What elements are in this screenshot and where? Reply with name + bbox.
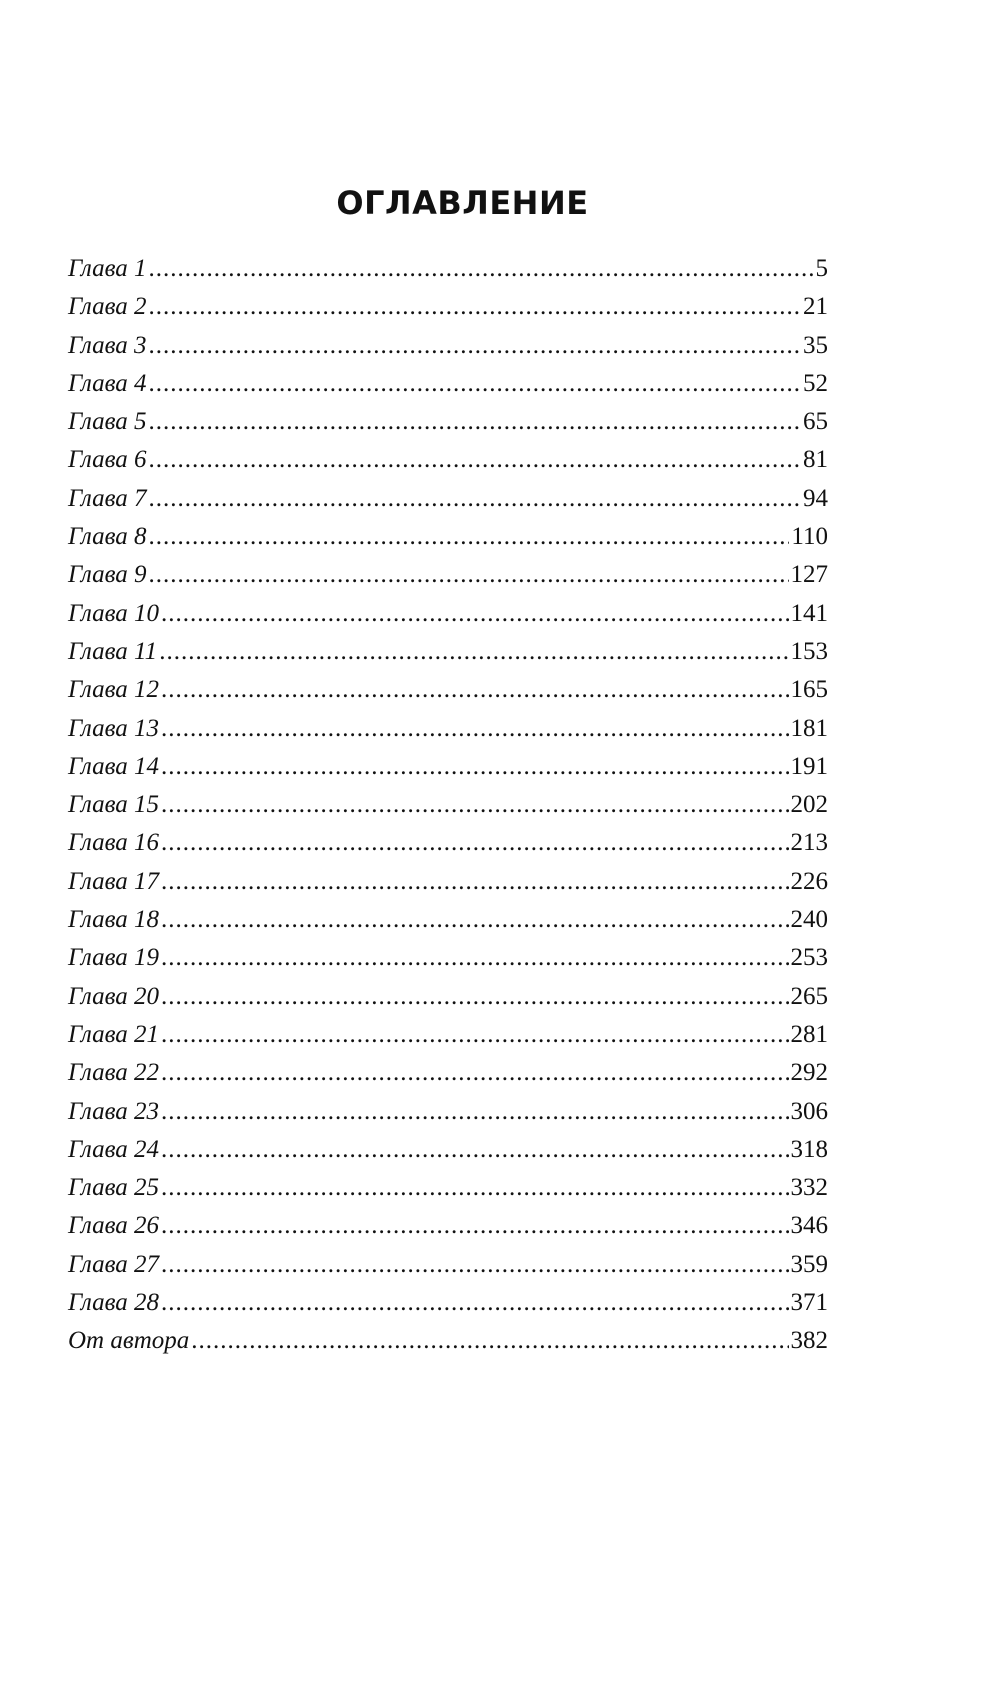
toc-entry-page-number: 191 bbox=[790, 752, 828, 780]
toc-entry-label: Глава 10 bbox=[68, 599, 160, 627]
dot-leader bbox=[161, 753, 788, 781]
toc-entry-label: Глава 7 bbox=[68, 484, 147, 512]
toc-entry bbox=[68, 753, 828, 791]
toc-entry-label: Глава 1 bbox=[68, 255, 147, 282]
toc-entry-label: Глава 3 bbox=[68, 331, 147, 359]
dot-leader bbox=[149, 255, 814, 283]
dot-leader bbox=[161, 676, 788, 704]
toc-entry bbox=[68, 676, 828, 714]
toc-entry-label: Глава 13 bbox=[68, 714, 160, 742]
toc-entry-page-number: 359 bbox=[790, 1250, 828, 1278]
toc-entry-page-number: 165 bbox=[790, 676, 828, 704]
dot-leader bbox=[149, 293, 801, 321]
toc-entry-label: Глава 22 bbox=[68, 1059, 160, 1087]
dot-leader bbox=[161, 1174, 788, 1202]
toc-entry bbox=[68, 1021, 828, 1059]
toc-entry-label: Глава 18 bbox=[68, 906, 160, 934]
toc-entry-page-number: 382 bbox=[790, 1327, 828, 1355]
dot-leader bbox=[161, 906, 788, 934]
toc-entry-page-number: 35 bbox=[803, 331, 828, 359]
dot-leader bbox=[149, 523, 790, 551]
toc-entry bbox=[68, 293, 828, 331]
dot-leader bbox=[161, 1289, 788, 1317]
dot-leader bbox=[149, 561, 789, 589]
dot-leader bbox=[161, 600, 788, 628]
toc-entry bbox=[68, 1136, 828, 1174]
toc-entry-page-number: 110 bbox=[791, 523, 828, 551]
dot-leader bbox=[161, 1136, 788, 1164]
toc-entry bbox=[68, 983, 828, 1021]
toc-entry-label: Глава 23 bbox=[68, 1097, 160, 1125]
toc-entry-label: Глава 5 bbox=[68, 408, 147, 436]
toc-entry bbox=[68, 791, 828, 829]
toc-entry bbox=[68, 561, 828, 599]
toc-entry-page-number: 181 bbox=[790, 714, 828, 742]
toc-entry-page-number: 292 bbox=[790, 1059, 828, 1087]
dot-leader bbox=[159, 638, 788, 666]
dot-leader bbox=[161, 1021, 788, 1049]
dot-leader bbox=[161, 983, 788, 1011]
toc-entry-page-number: 226 bbox=[790, 867, 828, 895]
toc-entry-page-number: 141 bbox=[790, 599, 828, 627]
dot-leader bbox=[149, 332, 801, 360]
toc-entry bbox=[68, 715, 828, 753]
toc-entry-label: Глава 9 bbox=[68, 561, 147, 589]
toc-entry-label: Глава 27 bbox=[68, 1250, 160, 1278]
dot-leader bbox=[161, 1098, 788, 1126]
toc-entry-page-number: 265 bbox=[790, 982, 828, 1010]
dot-leader bbox=[161, 868, 788, 896]
page-title: ОГЛАВЛЕНИЕ bbox=[336, 184, 589, 222]
toc-entry-label: Глава 6 bbox=[68, 446, 147, 474]
dot-leader bbox=[161, 791, 788, 819]
dot-leader bbox=[149, 446, 801, 474]
toc-entry bbox=[68, 1289, 828, 1327]
toc-entry-label: Глава 19 bbox=[68, 944, 160, 972]
dot-leader bbox=[191, 1327, 788, 1355]
toc-entry-label: Глава 24 bbox=[68, 1135, 160, 1163]
toc-entry bbox=[68, 446, 828, 484]
toc-entry-label: Глава 2 bbox=[68, 293, 147, 321]
toc-entry bbox=[68, 485, 828, 523]
toc-entry bbox=[68, 1251, 828, 1289]
toc-entry-label: Глава 20 bbox=[68, 982, 160, 1010]
toc-entry-page-number: 5 bbox=[815, 255, 828, 282]
toc-entry bbox=[68, 370, 828, 408]
toc-entry-page-number: 127 bbox=[790, 561, 828, 589]
toc-entry-label: Глава 26 bbox=[68, 1212, 160, 1240]
dot-leader bbox=[161, 1059, 788, 1087]
toc-entry bbox=[68, 1174, 828, 1212]
toc-entry bbox=[68, 523, 828, 561]
toc-entry-label: Глава 12 bbox=[68, 676, 160, 704]
toc-entry-label: Глава 25 bbox=[68, 1174, 160, 1202]
toc-entry-label: Глава 8 bbox=[68, 523, 147, 551]
toc-entry bbox=[68, 944, 828, 982]
toc-entry-label: Глава 4 bbox=[68, 369, 147, 397]
toc-entry-page-number: 371 bbox=[790, 1289, 828, 1317]
toc-entry bbox=[68, 906, 828, 944]
toc-entry-label: Глава 21 bbox=[68, 1020, 160, 1048]
toc-entry-label: Глава 16 bbox=[68, 829, 160, 857]
toc-entry-label: Глава 15 bbox=[68, 791, 160, 819]
dot-leader bbox=[149, 408, 801, 436]
dot-leader bbox=[149, 485, 801, 513]
toc-entry-label: От автора bbox=[68, 1327, 190, 1355]
toc-entry bbox=[68, 1059, 828, 1097]
toc-entry bbox=[68, 638, 828, 676]
toc-entry-page-number: 81 bbox=[803, 446, 828, 474]
toc-entry-page-number: 21 bbox=[803, 293, 828, 321]
toc-entry-page-number: 346 bbox=[790, 1212, 828, 1240]
toc-entry-label: Глава 11 bbox=[68, 637, 158, 665]
dot-leader bbox=[149, 370, 801, 398]
toc-entry-label: Глава 14 bbox=[68, 752, 160, 780]
toc-entry bbox=[68, 332, 828, 370]
toc-entry-page-number: 153 bbox=[790, 637, 828, 665]
toc-entry-page-number: 306 bbox=[790, 1097, 828, 1125]
toc-entry-page-number: 240 bbox=[790, 906, 828, 934]
toc-entry-page-number: 94 bbox=[803, 484, 828, 512]
dot-leader bbox=[161, 715, 788, 743]
dot-leader bbox=[161, 1212, 788, 1240]
toc-entry bbox=[68, 255, 828, 293]
toc-entry-page-number: 202 bbox=[790, 791, 828, 819]
toc-entry-page-number: 253 bbox=[790, 944, 828, 972]
toc-entry-page-number: 52 bbox=[803, 369, 828, 397]
toc-entry bbox=[68, 1327, 828, 1365]
toc-entry-page-number: 318 bbox=[790, 1135, 828, 1163]
dot-leader bbox=[161, 944, 788, 972]
toc-entry-page-number: 332 bbox=[790, 1174, 828, 1202]
toc-entry bbox=[68, 600, 828, 638]
toc-entry bbox=[68, 829, 828, 867]
toc-entry bbox=[68, 868, 828, 906]
toc-entry-page-number: 65 bbox=[803, 408, 828, 436]
toc-entry-page-number: 213 bbox=[790, 829, 828, 857]
toc-entry-label: Глава 17 bbox=[68, 867, 160, 895]
dot-leader bbox=[161, 1251, 788, 1279]
toc-entry-page-number: 281 bbox=[790, 1020, 828, 1048]
toc-entry-label: Глава 28 bbox=[68, 1289, 160, 1317]
toc-entry bbox=[68, 1098, 828, 1136]
dot-leader bbox=[161, 829, 788, 857]
toc-entry bbox=[68, 408, 828, 446]
toc-entry bbox=[68, 1212, 828, 1250]
table-of-contents bbox=[68, 255, 828, 1366]
